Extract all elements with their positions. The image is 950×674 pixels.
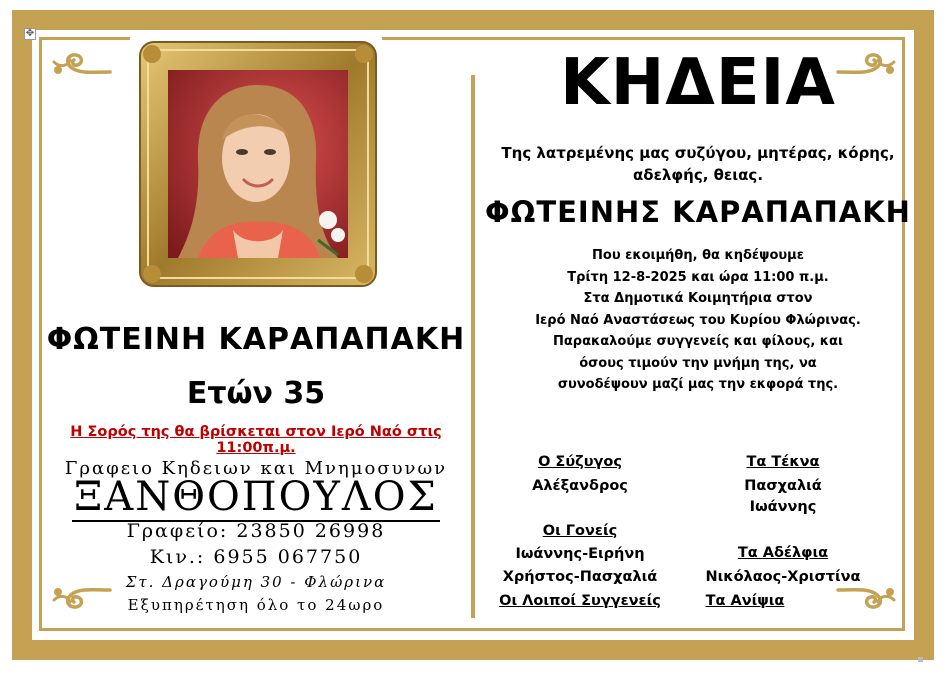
spouse-heading: Ο Σύζυγος	[538, 454, 622, 470]
funeral-home-service: Εξυπηρέτηση όλο το 24ωρο	[127, 596, 385, 614]
details-line: όσους τιμούν την μνήμη της, να	[579, 355, 817, 371]
child-name: Πασχαλιά	[744, 478, 822, 494]
funeral-home-name: ΞΑΝΘΟΠΟΥΛΟΣ	[74, 474, 438, 520]
funeral-home-address: Στ. Δραγούμη 30 - Φλώρινα	[125, 573, 387, 591]
details-line: Ιερό Ναό Αναστάσεως του Κυρίου Φλώρινας.	[535, 312, 861, 328]
age-label: Ετών 35	[186, 376, 326, 411]
funeral-home-office-phone: Γραφείο: 23850 26998	[126, 520, 386, 542]
funeral-heading: ΚΗΔΕΙΑ	[560, 46, 836, 120]
intro-text	[478, 142, 918, 186]
resize-handle[interactable]	[918, 657, 923, 662]
ornament-scroll-icon	[834, 582, 898, 612]
spouse-name: Αλέξανδρος	[532, 478, 628, 494]
child-name: Ιωάννης	[749, 499, 817, 515]
parents-heading: Οι Γονείς	[542, 523, 618, 539]
ornament-scroll-icon	[50, 50, 114, 80]
details-line: Παρακαλούμε συγγενείς και φίλους, και	[552, 334, 844, 349]
nephews-heading: Τα Ανίψια	[705, 593, 785, 609]
details-line: Στα Δημοτικά Κοιμητήρια στον	[583, 291, 813, 306]
funeral-home-title: Γραφειο Κηδειων και Μνημοσυνων	[64, 458, 448, 479]
siblings-names: Νικόλαος-Χριστίνα	[705, 569, 861, 585]
funeral-details	[478, 245, 918, 396]
children-heading: Τα Τέκνα	[746, 454, 820, 470]
viewing-notice: Η Σορός της θα βρίσκεται στον Ιερό Ναό στις 11:00π.μ.	[70, 424, 442, 456]
intro-line: Της λατρεμένης μας συζύγου, μητέρας, κόρης,	[501, 144, 895, 162]
parents-name: Ιωάννης-Ειρήνη	[515, 546, 645, 562]
deceased-name-genitive: ΦΩΤΕΙΝΗΣ ΚΑΡΑΠΑΠΑΚΗ	[485, 195, 911, 229]
parents-name: Χρήστος-Πασχαλιά	[502, 569, 658, 585]
move-handle-icon[interactable]: ✥	[25, 28, 35, 39]
details-line: Που εκοιμήθη, θα κηδέψουμε	[592, 248, 804, 263]
deceased-name: ΦΩΤΕΙΝΗ ΚΑΡΑΠΑΠΑΚΗ	[46, 322, 466, 357]
funeral-home-mobile-phone: Κιν.: 6955 067750	[149, 546, 363, 568]
siblings-heading: Τα Αδέλφια	[737, 545, 829, 561]
intro-line: αδελφής, θειας.	[632, 166, 764, 184]
portrait-photo	[138, 40, 378, 288]
details-line: Τρίτη 12-8-2025 και ώρα 11:00 π.μ.	[567, 269, 829, 285]
relatives-heading: Οι Λοιποί Συγγενείς	[499, 593, 661, 609]
details-line: συνοδέψουν μαζί μας την εκφορά της.	[557, 377, 839, 392]
